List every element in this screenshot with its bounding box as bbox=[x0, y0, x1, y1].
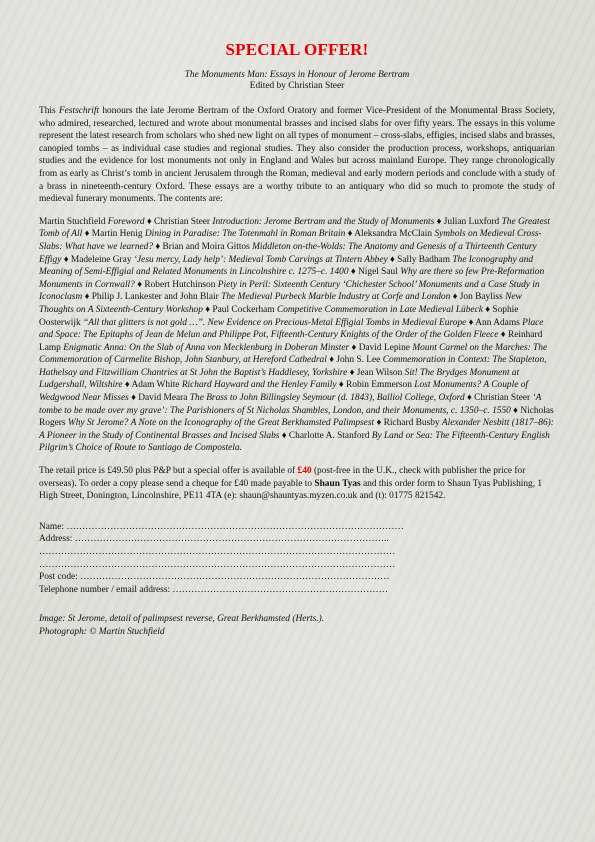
contents-essay-title: Middleton on-the-Wolds: The Anatomy and Genesis of a Thirteenth Century Effigy bbox=[39, 241, 537, 265]
contents-essay-title: Why St Jerome? A Note on the Iconography of the Great Berkhamsted Palimpsest bbox=[67, 418, 375, 429]
contents-essay-title: Mount Carmel on the Marches: The Commemoration of Carmelite Bishop, John Stanbury, at Hereford Cathedral bbox=[39, 342, 548, 366]
image-caption bbox=[39, 613, 555, 638]
payee-name: Shaun Tyas bbox=[314, 478, 361, 489]
diamond-separator: ♦ bbox=[374, 418, 384, 429]
offer-price: £40 bbox=[297, 466, 312, 477]
contents-author: Adam White bbox=[131, 380, 182, 391]
contents-essay-title: Lost Monuments? A Couple of Wedgwood Near Misses bbox=[39, 380, 529, 404]
form-contact-line[interactable]: Telephone number / email address: …………………………………………………………… bbox=[39, 584, 389, 595]
diamond-separator: ♦ bbox=[510, 405, 521, 416]
contents-list bbox=[39, 216, 555, 455]
diamond-separator: ♦ bbox=[387, 254, 398, 265]
contents-author: Christian Steer bbox=[474, 393, 533, 404]
contents-essay-title: Dining in Paradise: The Totenmahl in Roman Britain bbox=[144, 229, 346, 240]
contents-essay-title: ‘A tombe to be made over my grave’: The Parishioners of St Nicholas Shambles, London, and their Monuments, c. 1350–c. 1550 bbox=[39, 393, 542, 416]
contents-essay-title: Enigmatic Anna: On the Slab of Anna von Mecklenburg in Doberan Minster bbox=[63, 342, 350, 353]
intro-paragraph bbox=[39, 105, 555, 206]
contents-author: Christian Steer bbox=[154, 216, 213, 227]
form-postcode-line[interactable]: Post code: ……………………………………………………………………………………… bbox=[39, 572, 390, 583]
diamond-separator: ♦ bbox=[347, 367, 357, 378]
contents-author: Martin Stuchfield bbox=[39, 216, 108, 227]
contents-author: Richard Busby bbox=[383, 418, 442, 429]
price-text-2: (post-free in the U.K., check with publisher the price for overseas). To order a copy please send a cheque for £40 made payable to bbox=[39, 466, 526, 489]
contents-author: Nicholas Rogers bbox=[39, 405, 554, 429]
diamond-separator: ♦ bbox=[61, 254, 71, 265]
book-editor: Edited by Christian Steer bbox=[249, 81, 345, 91]
contents-essay-title: Competitive Commemoration in Late Medieval Lübeck bbox=[276, 304, 483, 315]
form-address-line-3[interactable]: …………………………………………………………………………………………………… bbox=[39, 559, 396, 570]
contents-author: David Meara bbox=[138, 393, 190, 404]
contents-author: Charlotte A. Stanford bbox=[288, 430, 372, 441]
contents-author: Nigel Saul bbox=[358, 267, 401, 278]
page-title: SPECIAL OFFER! bbox=[225, 40, 369, 59]
contents-essay-title: Richard Hayward and the Henley Family bbox=[181, 380, 337, 391]
intro-body: honours the late Jerome Bertram of the Oxford Oratory and former Vice-President of the Monumental Brass Society, who admired, researched, lectured and wrote about monumental brasses and incised slabs for over fifty years. The essays in this volume represent the latest research from scholars who shed new light on all types of monument – cross-slabs, effigies, incised slabs and brasses, canopied tombs – as individual case studies and regional studies. They also consider the production process, workshops, antiquarian studies and the evidence for lost monuments not only in England and Wales but across mainland Europe. They range chronologically from as early as Christ’s tomb in ancient Jerusalem through the Roman, medieval and early modern periods and conclude with a study of a brass in nineteenth-century Oxford. These essays are a worthy tribute to an antiquary who did so much to promote the study of medieval funerary monuments. The contents are: bbox=[39, 106, 555, 205]
contents-author: Aleksandra McClain bbox=[354, 229, 435, 240]
contents-author: Madeleine Gray bbox=[70, 254, 134, 265]
diamond-separator: ♦ bbox=[82, 229, 92, 240]
contents-essay-title: Foreword bbox=[107, 216, 145, 227]
contents-author: Sally Badham bbox=[397, 254, 453, 265]
diamond-separator: ♦ bbox=[345, 229, 355, 240]
order-form bbox=[39, 521, 555, 597]
contents-author: David Lepine bbox=[358, 342, 413, 353]
form-address-line-2[interactable]: …………………………………………………………………………………………………… bbox=[39, 547, 396, 557]
contents-author: Brian and Moira Gittos bbox=[162, 241, 253, 252]
diamond-separator: ♦ bbox=[153, 241, 163, 252]
contents-author: Martin Henig bbox=[91, 229, 145, 240]
diamond-separator: ♦ bbox=[336, 380, 347, 391]
contents-author: Paul Cockerham bbox=[212, 304, 277, 315]
contents-essay-title: The Medieval Purbeck Marble Industry at Corfe and London bbox=[221, 292, 451, 303]
diamond-separator: ♦ bbox=[349, 342, 359, 353]
contents-essay-title: The Greatest Tomb of All bbox=[39, 216, 550, 240]
contents-essay-title: ‘Jesu mercy, Lady help’: Medieval Tomb Carvings at Tintern Abbey bbox=[133, 254, 388, 265]
intro-festschrift: Festschrift bbox=[58, 106, 100, 116]
contents-author: Robin Emmerson bbox=[346, 380, 415, 391]
diamond-separator: ♦ bbox=[128, 393, 139, 404]
diamond-separator: ♦ bbox=[134, 279, 145, 290]
contents-author: Ann Adams bbox=[475, 317, 523, 328]
diamond-separator: ♦ bbox=[279, 430, 289, 441]
price-text-1: The retail price is £49.50 plus P&P but a special offer is available of bbox=[39, 466, 298, 477]
diamond-separator: ♦ bbox=[434, 216, 444, 227]
contents-author: Julian Luxford bbox=[443, 216, 502, 227]
price-text-3: and this order form to Shaun Tyas Publishing, 1 High Street, Donington, Lincolnshire, PE11 4TA (e): shaun@shauntyas.myzen.co.uk and (t): 01775 821542. bbox=[39, 478, 543, 502]
diamond-separator: ♦ bbox=[122, 380, 132, 391]
caption-photo-credit: Photograph: © Martin Stuchfield bbox=[39, 626, 165, 637]
contents-essay-title: Piety in Peril: Sixteenth Century ‘Chichester School’ Monuments and a Case Study in Iconoclasm bbox=[39, 279, 540, 303]
contents-author: Jean Wilson bbox=[356, 367, 405, 378]
diamond-separator: ♦ bbox=[144, 216, 155, 227]
contents-author: Reinhard Lamp bbox=[39, 330, 543, 353]
diamond-separator: ♦ bbox=[326, 355, 337, 366]
contents-author: Robert Hutchinson bbox=[144, 279, 218, 290]
diamond-separator: ♦ bbox=[466, 317, 476, 328]
contents-essay-title: The Brass to John Billingsley Seymour (d. 1843), Balliol College, Oxford bbox=[189, 393, 465, 404]
diamond-separator: ♦ bbox=[202, 304, 213, 315]
contents-essay-title: Why are there so few Pre-Reformation Monuments in Cornwall? bbox=[39, 267, 545, 290]
diamond-separator: ♦ bbox=[464, 393, 475, 404]
price-paragraph bbox=[39, 465, 555, 503]
intro-lead: This bbox=[39, 106, 59, 116]
form-name-line[interactable]: Name: ……………………………………………………………………………………………… bbox=[39, 521, 404, 532]
order-flyer bbox=[39, 38, 555, 639]
contents-author: Philip J. Lankester and John Blair bbox=[91, 292, 222, 303]
contents-essay-title: By Land or Sea: The Fifteenth-Century English Pilgrim’s Choice of Route to Santiago de Compostela. bbox=[39, 430, 550, 454]
contents-author: John S. Lee bbox=[336, 355, 383, 366]
contents-author: Sophie Oosterwijk bbox=[39, 304, 519, 328]
contents-author: Jon Bayliss bbox=[459, 292, 506, 303]
contents-essay-title: Alexander Nesbitt (1817–86): A Pioneer in the Study of Continental Brasses and Incised Slabs bbox=[39, 418, 554, 441]
contents-essay-title: Sit! The Brydges Monument at Ludgershall, Wiltshire bbox=[39, 367, 520, 391]
form-address-line[interactable]: Address: ……………………………………………………………………………………….. bbox=[39, 534, 389, 545]
contents-essay-title: ‘‘All that glitters is not gold …’’. New Evidence on Precious-Metal Effigial Tombs in Medieval Europe bbox=[83, 317, 467, 328]
caption-image: Image: St Jerome, detail of palimpsest reverse, Great Berkhamsted (Herts.). bbox=[39, 614, 325, 625]
diamond-separator: ♦ bbox=[348, 267, 358, 278]
book-title: The Monuments Man: Essays in Honour of Jerome Bertram bbox=[184, 70, 410, 80]
book-heading bbox=[39, 70, 555, 92]
diamond-separator: ♦ bbox=[498, 330, 508, 341]
contents-essay-title: New Thoughts on A Sixteenth-Century Workshop bbox=[39, 292, 522, 315]
contents-essay-title: Symbols on Medieval Cross-Slabs: What have we learned? bbox=[39, 229, 542, 252]
contents-essay-title: Commemoration in Context: The Stapleton, Hathelsay and Fitzwilliam Chantries at St John the Baptist’s Haddlesey, Yorkshire bbox=[39, 355, 547, 378]
diamond-separator: ♦ bbox=[82, 292, 92, 303]
contents-essay-title: Introduction: Jerome Bertram and the Study of Monuments bbox=[212, 216, 435, 227]
contents-essay-title: Place and Space: The Epitaphs of Jean de Melun and Philippe Pot, Fifteenth-Century Knights of the Order of the Golden Fleece bbox=[39, 317, 544, 341]
diamond-separator: ♦ bbox=[482, 304, 493, 315]
contents-essay-title: The Iconography and Meaning of Semi-Effigial and Related Monuments in Lincolnshire c. 1275–c. 1400 bbox=[39, 254, 534, 278]
diamond-separator: ♦ bbox=[450, 292, 460, 303]
